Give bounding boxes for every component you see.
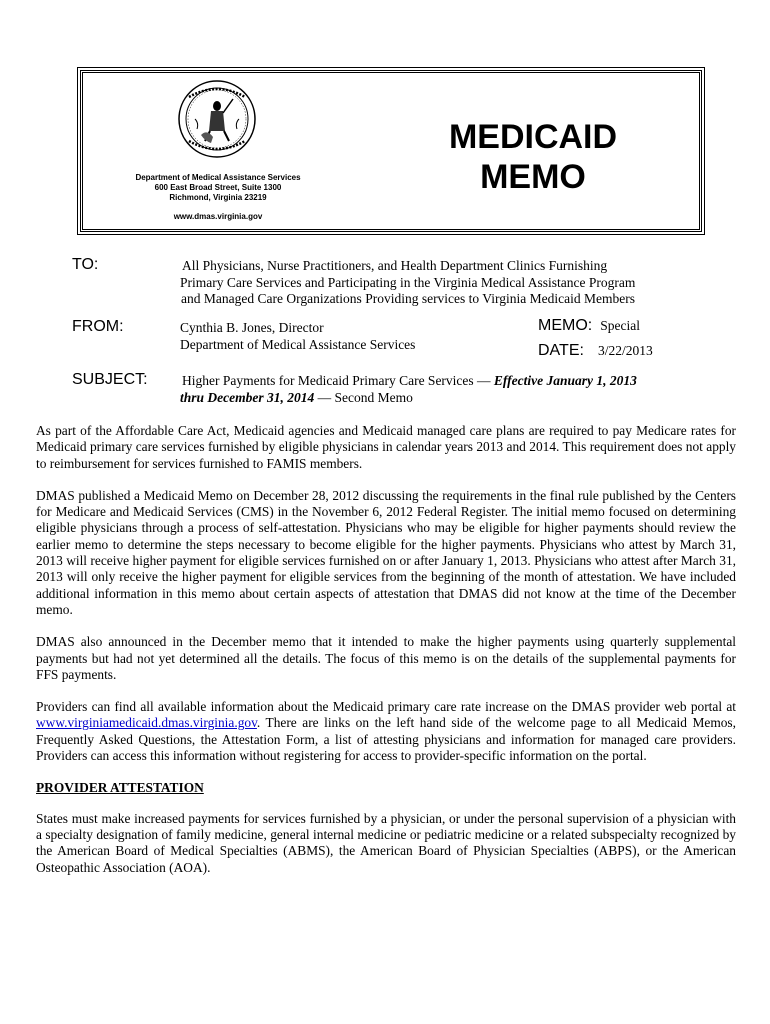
section-heading: PROVIDER ATTESTATION xyxy=(36,780,204,796)
body-paragraph: DMAS published a Medicaid Memo on December 28, 2012 discussing the requirements in the final rule published by the Centers for Medicare and Medicaid Services (CMS) in the November 6, 2012 Federal Register. The initial memo focused on determining eligible physicians through a process of self-attestation. Physicians who may be eligible for higher payments should review the earlier memo to determine the steps necessary to become eligible for the higher payments. Physicians who attest by March 31, 2013 will receive higher payment for eligible services furnished on or after January 1, 2013. Physicians who attest after March 31, 2013 will only receive the higher payment for eligible services from the beginning of the month of attestation. We have included additional information in this memo about certain aspects of attestation that DMAS did not know at the time of the December memo. xyxy=(36,487,736,617)
to-line: and Managed Care Organizations Providing services to Virginia Medicaid Members xyxy=(181,291,635,306)
memo-date-value: 3/22/2013 xyxy=(597,343,653,358)
subject-text xyxy=(180,373,637,406)
memo-date-label: DATE: xyxy=(538,342,584,359)
memo-title-line-1: MEDICAID xyxy=(448,118,618,156)
from-sender xyxy=(180,320,415,353)
subject-label: SUBJECT: xyxy=(72,371,148,388)
to-label: TO: xyxy=(72,256,99,273)
subject-tail: — Second Memo xyxy=(314,389,413,405)
department-name: Department of Medical Assistance Services xyxy=(135,173,301,182)
memo-body xyxy=(36,423,736,892)
provider-portal-link[interactable]: www.virginiamedicaid.dmas.virginia.gov xyxy=(36,715,257,731)
subject-main: Higher Payments for Medicaid Primary Care Services — xyxy=(182,373,494,388)
body-paragraph: As part of the Affordable Care Act, Medicaid agencies and Medicaid managed care plans are required to pay Medicare rates for Medicaid primary care services furnished by eligible physicians in calendar years 2013 and 2014. This requirement does not apply to reimbursement for services furnished to FAMIS members. xyxy=(36,423,736,471)
from-line: Department of Medical Assistance Services xyxy=(180,336,416,352)
virginia-seal-icon xyxy=(177,79,257,159)
body-paragraph xyxy=(36,699,736,764)
memo-type-label: MEMO: xyxy=(538,317,593,334)
to-line: Primary Care Services and Participating in the Virginia Medical Assistance Program xyxy=(180,274,636,290)
memo-title-line-2: MEMO xyxy=(480,158,586,196)
from-line: Cynthia B. Jones, Director xyxy=(180,320,324,335)
subject-effective-cont: thru December 31, 2014 xyxy=(180,389,315,405)
body-paragraph: DMAS also announced in the December memo that it intended to make the higher payments using quarterly supplemental payments but had not yet determined all the details. The focus of this memo is on the details of the supplemental payments for FFS payments. xyxy=(36,634,736,682)
to-line: All Physicians, Nurse Practitioners, and Health Department Clinics Furnishing xyxy=(182,258,608,273)
memo-type-value: Special xyxy=(600,318,640,333)
p4-before: Providers can find all available information about the Medicaid primary care rate increase on the DMAS provider web portal at xyxy=(36,699,736,715)
memo-type xyxy=(538,317,640,335)
p4-after: . There are links on the left hand side of the welcome page to all Medicaid Memos, Frequently Asked Questions, the Attestation Form, a list of attesting physicians and information for managed care providers. Providers can access this information without registering for access to provider-specific information on the portal. xyxy=(36,715,736,764)
department-block xyxy=(107,173,329,222)
subject-effective: Effective January 1, 2013 xyxy=(493,373,637,388)
memo-date xyxy=(538,342,653,360)
address-line-1: 600 East Broad Street, Suite 1300 xyxy=(154,183,282,192)
address-line-2: Richmond, Virginia 23219 xyxy=(169,193,267,202)
memo-header xyxy=(80,70,702,232)
from-label: FROM: xyxy=(72,318,124,335)
to-recipients xyxy=(180,258,635,308)
memo-title xyxy=(403,117,663,197)
department-website[interactable]: www.dmas.virginia.gov xyxy=(173,212,263,221)
body-paragraph: States must make increased payments for services furnished by a physician, or under the personal supervision of a physician with a specialty designation of family medicine, general internal medicine or pediatric medicine or a related subspecialty recognized by the American Board of Medical Specialties (ABMS), the American Board of Physician Specialties (ABPS), or the American Osteopathic Association (AOA). xyxy=(36,810,736,875)
